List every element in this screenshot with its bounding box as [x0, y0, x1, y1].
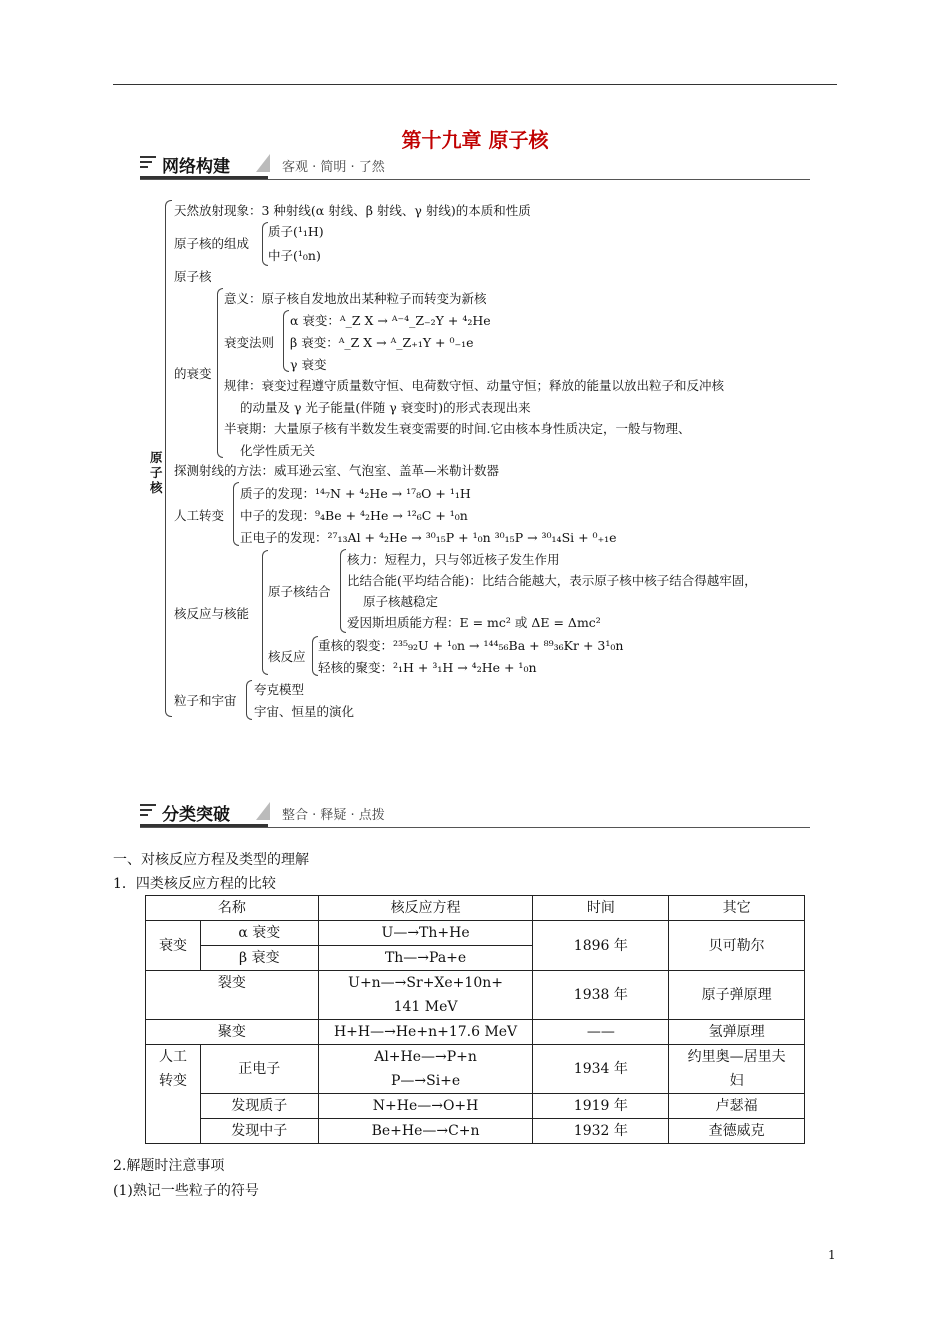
comparison-table [145, 895, 805, 1144]
table-row [146, 1045, 805, 1094]
cell-fission: 裂变 [146, 971, 319, 1020]
map-detect: 探测射线的方法：威耳逊云室、气泡室、盖革—米勒计数器 [174, 463, 500, 478]
fission-eq-line1: U+n—→Sr+Xe+10n+ [348, 975, 503, 991]
table-row [146, 921, 805, 946]
cell-neutron-eq: Be+He—→C+n [318, 1119, 533, 1144]
cell-alpha: α 衰变 [200, 921, 318, 946]
cell-neutron-time: 1932 年 [533, 1119, 669, 1144]
cell-decay: 衰变 [146, 921, 201, 971]
table-row [146, 1119, 805, 1144]
map-composition: 原子核的组成 [174, 236, 250, 251]
lines-icon [140, 804, 156, 819]
section-subtitle: 客观 · 简明 · 了然 [282, 160, 385, 175]
map-gamma: γ 衰变 [290, 357, 327, 372]
cell-fusion-time: —— [533, 1020, 669, 1045]
heading-understanding: 一、对核反应方程及类型的理解 [113, 852, 309, 868]
cell-neutron: 发现中子 [200, 1119, 318, 1144]
map-alpha: α 衰变：ᴬ_Z X → ᴬ⁻⁴_Z₋₂Y + ⁴₂He [290, 313, 491, 328]
cell-proton: 发现质子 [200, 1094, 318, 1119]
cell-decay-time: 1896 年 [533, 921, 669, 971]
positron-eq-line2: P—→Si+e [390, 1073, 461, 1089]
map-specific-2: 原子核越稳定 [363, 594, 439, 609]
map-energy: 核反应与核能 [174, 606, 250, 621]
map-force: 核力：短程力，只与邻近核子发生作用 [347, 552, 560, 567]
map-radiation: 天然放射现象：3 种射线(α 射线、β 射线、γ 射线)的本质和性质 [174, 203, 531, 218]
map-disc-positron: 正电子的发现：²⁷₁₃Al + ⁴₂He → ³⁰₁₅P + ¹₀n ³⁰₁₅P → ³⁰₁₄Si + ⁰₊₁e [240, 530, 617, 545]
chapter-title: 第十九章 原子核 [401, 128, 549, 152]
table-header-row [146, 896, 805, 921]
map-artificial: 人工转变 [174, 508, 225, 523]
cell-beta-eq: Th—→Pa+e [318, 946, 533, 971]
map-half-life-2: 化学性质无关 [240, 443, 316, 458]
header-name: 名称 [146, 896, 319, 921]
cell-fission-eq [318, 971, 533, 1020]
section-header-network [140, 152, 810, 182]
cell-proton-time: 1919 年 [533, 1094, 669, 1119]
brace-universe [246, 680, 252, 720]
table-row [146, 1094, 805, 1119]
map-nucleus: 原子核 [174, 269, 212, 284]
cell-beta: β 衰变 [200, 946, 318, 971]
cell-fusion-eq: H+H—→He+n+17.6 MeV [318, 1020, 533, 1045]
cell-positron-eq [318, 1045, 533, 1094]
brace-root [165, 200, 172, 717]
map-rule-1: 规律：衰变过程遵守质量数守恒、电荷数守恒、动量守恒；释放的能量以放出粒子和反冲核 [224, 378, 725, 393]
cell-fusion-other: 氢弹原理 [669, 1020, 805, 1045]
page-number: 1 [828, 1248, 836, 1262]
map-reaction: 核反应 [268, 649, 306, 664]
artificial-line2: 转变 [158, 1073, 187, 1089]
map-fission: 重核的裂变：²³⁵₉₂U + ¹₀n → ¹⁴⁴₅₆Ba + ⁸⁹₃₆Kr + 3¹₀n [318, 638, 624, 653]
cell-proton-other: 卢瑟福 [669, 1094, 805, 1119]
map-decay-law: 衰变法则 [224, 335, 275, 350]
map-fusion: 轻核的聚变：²₁H + ³₁H → ⁴₂He + ¹₀n [318, 660, 537, 675]
cell-positron-time: 1934 年 [533, 1045, 669, 1094]
cell-fission-other: 原子弹原理 [669, 971, 805, 1020]
cell-alpha-eq: U—→Th+He [318, 921, 533, 946]
map-neutron: 中子(¹₀n) [268, 248, 321, 263]
header-time: 时间 [533, 896, 669, 921]
map-decay: 的衰变 [174, 366, 212, 381]
table-row [146, 1020, 805, 1045]
map-universe: 粒子和宇宙 [174, 693, 237, 708]
map-proton: 质子(¹₁H) [268, 224, 324, 239]
triangle-icon [256, 802, 270, 820]
map-specific-1: 比结合能(平均结合能)：比结合能越大，表示原子核中核子结合得越牢固， [347, 573, 757, 588]
positron-other-line2: 妇 [729, 1073, 744, 1089]
header-rule [113, 84, 837, 85]
map-half-life-1: 半衰期：大量原子核有半数发生衰变需要的时间.它由核本身性质决定，一般与物理、 [224, 421, 691, 436]
map-quark: 夸克模型 [254, 682, 305, 697]
table-row [146, 971, 805, 1020]
artificial-line1: 人工 [158, 1049, 187, 1065]
header-equation: 核反应方程 [318, 896, 533, 921]
brace-decay [217, 288, 223, 458]
cell-positron-other [669, 1045, 805, 1094]
cell-proton-eq: N+He—→O+H [318, 1094, 533, 1119]
cell-fission-time: 1938 年 [533, 971, 669, 1020]
map-binding: 原子核结合 [268, 584, 331, 599]
triangle-icon [256, 154, 270, 172]
brace-law [283, 310, 289, 372]
section-header-classify [140, 800, 810, 830]
fission-eq-line2: 141 MeV [393, 999, 458, 1015]
map-einstein: 爱因斯坦质能方程：E = mc² 或 ΔE = Δmc² [347, 615, 601, 630]
brace-binding [340, 549, 346, 633]
cell-fusion: 聚变 [146, 1020, 319, 1045]
cell-decay-other: 贝可勒尔 [669, 921, 805, 971]
heading-notes: 2.解题时注意事项 [113, 1158, 225, 1174]
cell-positron: 正电子 [200, 1045, 318, 1094]
lines-icon [140, 156, 156, 171]
cell-neutron-other: 查德威克 [669, 1119, 805, 1144]
heading-comparison: 1．四类核反应方程的比较 [113, 876, 276, 892]
map-stars: 宇宙、恒星的演化 [254, 704, 355, 719]
positron-eq-line1: Al+He—→P+n [374, 1049, 477, 1065]
map-disc-proton: 质子的发现：¹⁴₇N + ⁴₂He → ¹⁷₈O + ¹₁H [240, 486, 471, 501]
map-root: 原子核 [150, 450, 163, 495]
heading-symbols: (1)熟记一些粒子的符号 [113, 1183, 259, 1199]
brace-artificial [233, 482, 239, 546]
map-meaning: 意义：原子核自发地放出某种粒子而转变为新核 [224, 291, 487, 306]
map-beta: β 衰变：ᴬ_Z X → ᴬ_Z₊₁Y + ⁰₋₁e [290, 335, 474, 350]
positron-other-line1: 约里奥—居里夫 [687, 1049, 786, 1065]
section-name: 网络构建 [162, 157, 230, 177]
cell-artificial [146, 1045, 201, 1144]
header-other: 其它 [669, 896, 805, 921]
map-disc-neutron: 中子的发现：⁹₄Be + ⁴₂He → ¹²₆C + ¹₀n [240, 508, 468, 523]
map-rule-2: 的动量及 γ 光子能量(伴随 γ 衰变时)的形式表现出来 [240, 400, 531, 415]
section-subtitle: 整合 · 释疑 · 点拨 [282, 808, 385, 823]
section-name: 分类突破 [162, 805, 230, 825]
